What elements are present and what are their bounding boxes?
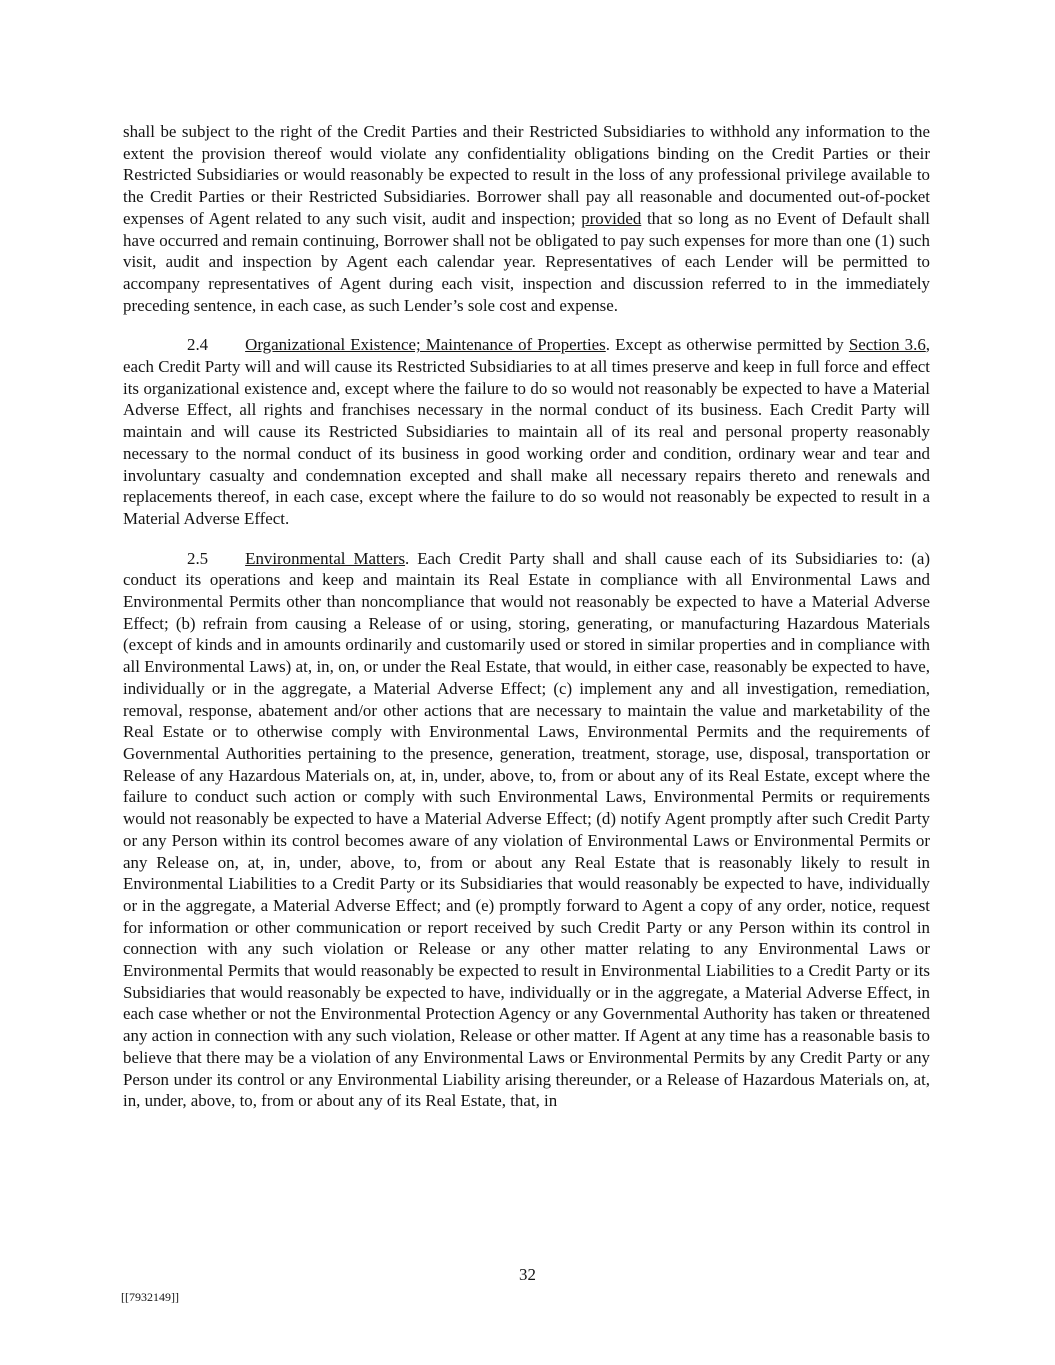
document-body	[123, 121, 930, 1112]
document-id-stamp: [[7932149]]	[121, 1290, 179, 1304]
section-25-paragraph: 2.5 Environmental Matters. Each Credit Party shall and shall cause each of its Subsidiaries to: (a) conduct its operations and keep and maintain its Real Estate in compliance with all Environmental Laws and Environmental Permits other than noncompliance that would not reasonably be expected to have a Material Adverse Effect; (b) refrain from causing a Release of or using, storing, generating, or manufacturing Hazardous Materials (except of kinds and in amounts ordinarily and customarily used or stored in similar properties and in compliance with all Environmental Laws) at, in, on, or under the Real Estate, that would, in either case, reasonably be expected to have, individually or in the aggregate, a Material Adverse Effect; (c) implement any and all investigation, remediation, removal, response, abatement and/or other actions that are necessary to maintain the value and marketability of the Real Estate or to otherwise comply with Environmental Laws, Environmental Permits and the requirements of Governmental Authorities pertaining to the presence, generation, treatment, storage, use, disposal, transportation or Release of any Hazardous Materials on, at, in, under, above, to, from or about any of its Real Estate, except where the failure to conduct such action or comply with such Environmental Laws, Environmental Permits or requirements would not reasonably be expected to have a Material Adverse Effect; (d) notify Agent promptly after such Credit Party or any Person within its control becomes aware of any violation of Environmental Laws or Environmental Permits or any Release on, at, in, under, above, to, from or about any Real Estate that is reasonably likely to result in Environmental Liabilities to a Credit Party or its Subsidiaries that would reasonably be expected to have, individually or in the aggregate, a Material Adverse Effect; and (e) promptly forward to Agent a copy of any order, notice, request for information or other communication or report received by such Credit Party or any Person within its control in connection with any such violation or Release or any other matter relating to any Environmental Laws or Environmental Permits that would reasonably be expected to result in Environmental Liabilities to a Credit Party or its Subsidiaries that would reasonably be expected to have, individually or in the aggregate, a Material Adverse Effect, in each case whether or not the Environmental Protection Agency or any Governmental Authority has taken or threatened any action in connection with any such violation, Release or other matter. If Agent at any time has a reasonable basis to believe that there may be a violation of any Environmental Laws or Environmental Permits by any Credit Party or any Person under its control or any Environmental Liability arising thereunder, or a Release of Hazardous Materials on, at, in, under, above, to, from or about any of its Real Estate, that, in	[123, 548, 930, 1111]
section-24-paragraph: 2.4 Organizational Existence; Maintenance of Properties. Except as otherwise permitted by Section 3.6, each Credit Party will and will cause its Restricted Subsidiaries to at all times preserve and keep in full force and effect its organizational existence and, except where the failure to do so would not reasonably be expected to have a Material Adverse Effect, all rights and franchises necessary in the normal conduct of its business. Each Credit Party will maintain and will cause its Restricted Subsidiaries to maintain all of its real and personal property reasonably necessary to the normal conduct of its business in good working order and condition, ordinary wear and tear and involuntary casualty and condemnation excepted and shall make all necessary repairs thereto and renewals and replacements thereof, in each case, except where the failure to do so would not reasonably be expected to result in a Material Adverse Effect.	[123, 335, 930, 528]
body-paragraph: shall be subject to the right of the Credit Parties and their Restricted Subsidiaries to withhold any information to the extent the provision thereof would violate any confidentiality obligations binding on the Credit Parties or their Restricted Subsidiaries or would reasonably be expected to result in the loss of any professional privilege available to the Credit Parties or their Restricted Subsidiaries. Borrower shall pay all reasonable and documented out-of-pocket expenses of Agent related to any such visit, audit and inspection; provided that so long as no Event of Default shall have occurred and remain continuing, Borrower shall not be obligated to pay such expenses for more than one (1) such visit, audit and inspection by Agent each calendar year. Representatives of each Lender will be permitted to accompany representatives of Agent during each visit, inspection and discussion referred to in the immediately preceding sentence, in each case, as such Lender’s sole cost and expense.	[123, 122, 930, 315]
page-number: 32	[519, 1265, 536, 1284]
